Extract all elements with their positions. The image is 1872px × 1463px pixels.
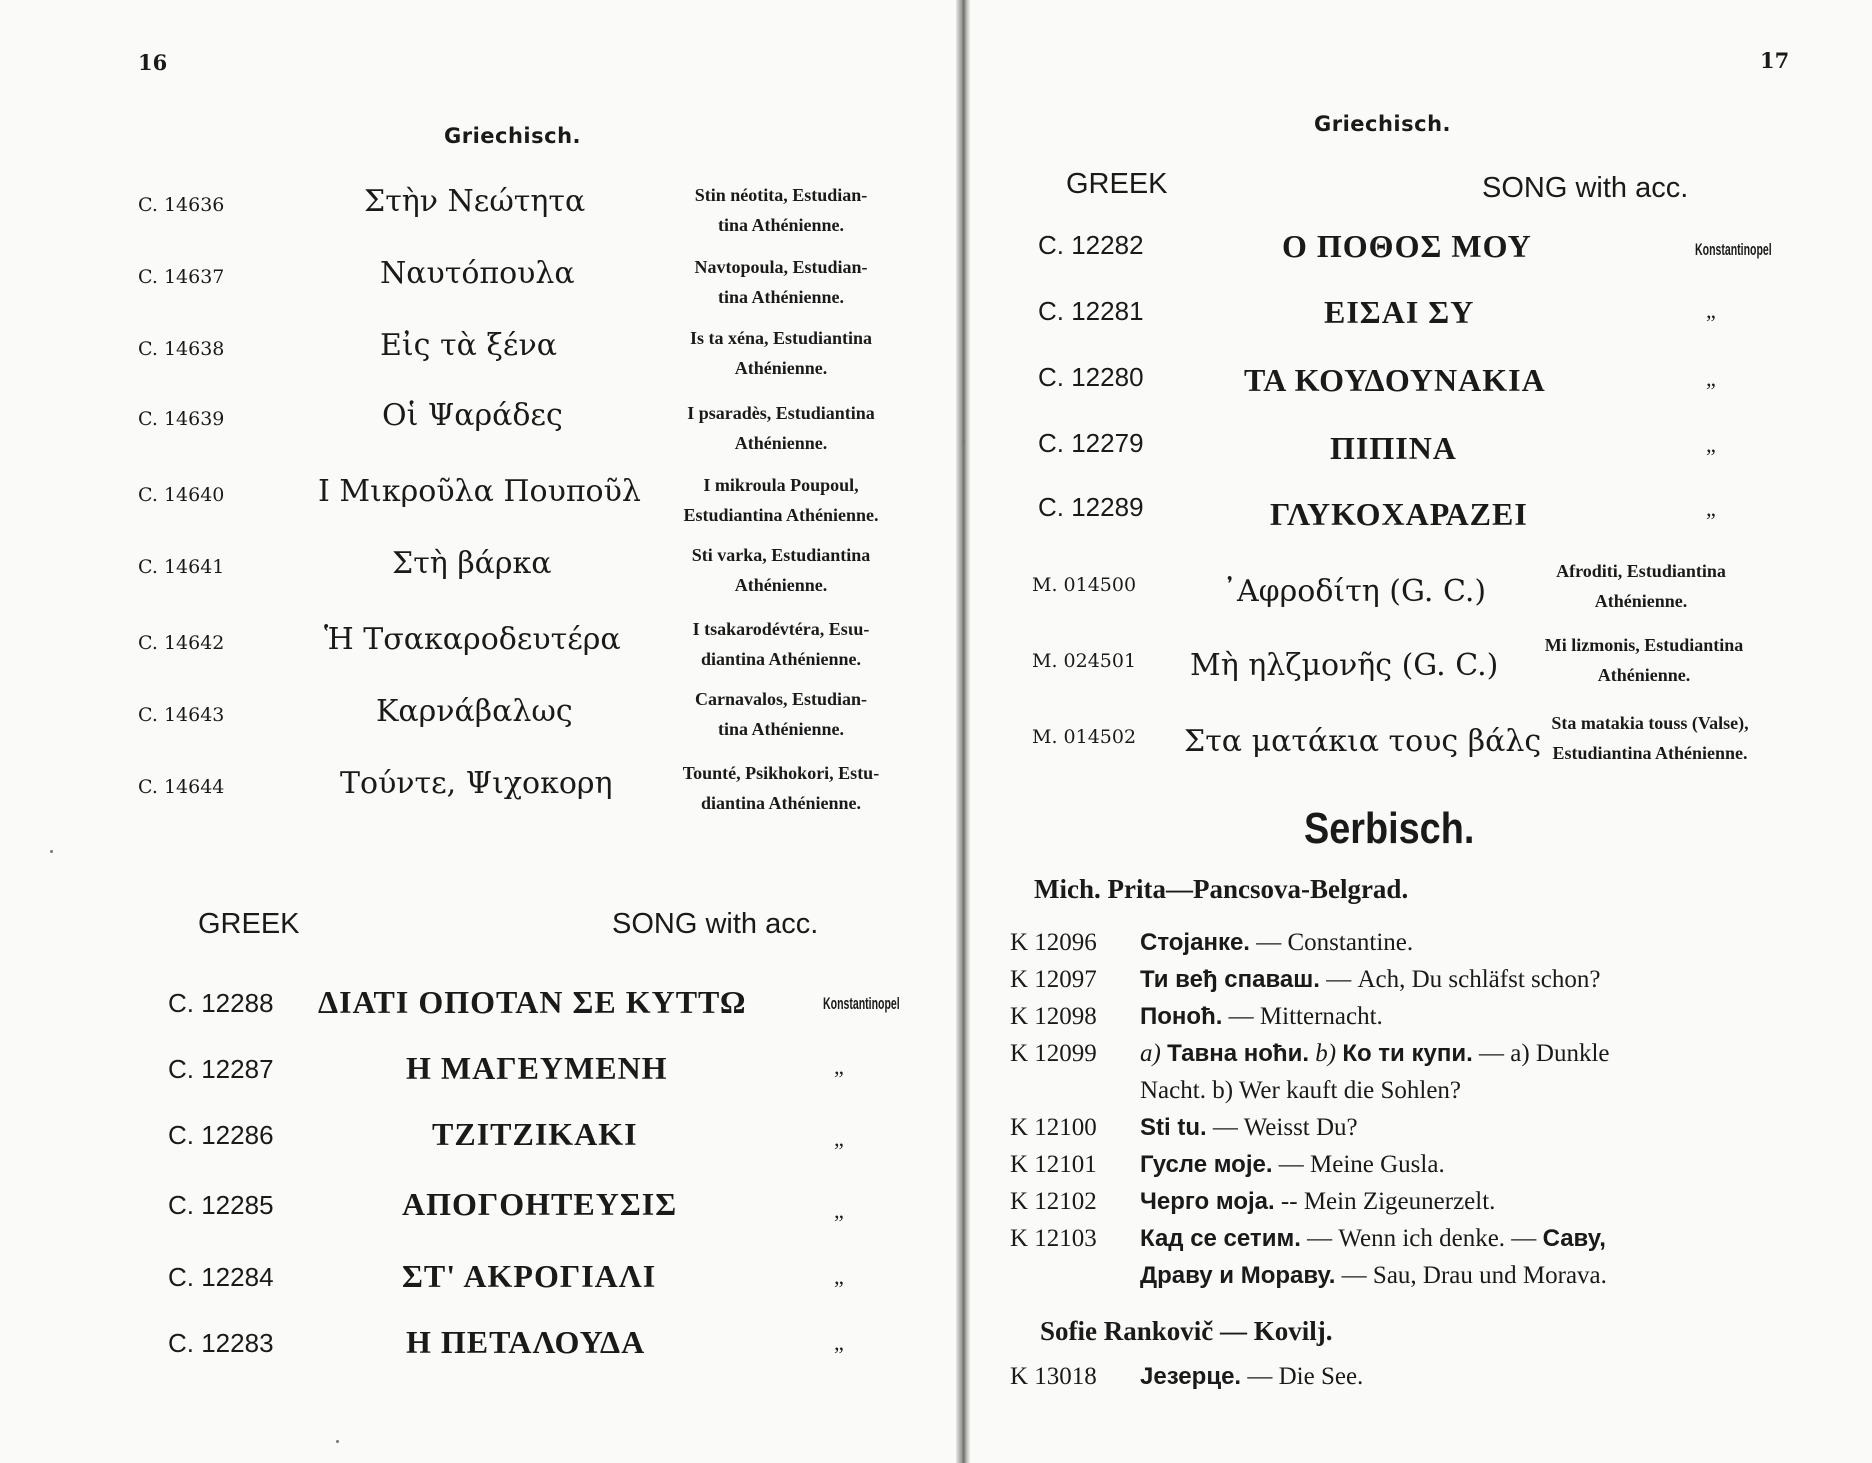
entry-title: Ι Μικροῦλα Πουποῦλ [318,474,641,509]
record-row: K 12100 Sti tu. — Weisst Du? [1010,1114,1358,1141]
entry-desc: Mi lizmonis, Estudiantina Athénienne. [1544,635,1744,685]
entry-title: Μὴ ηλζμονῆς (G. C.) [1190,648,1499,683]
serbian-section-title: Serbisch. [1304,804,1475,853]
entry-code: C. 14643 [138,704,225,726]
entry-title: Στα ματάκια τους βάλς [1184,724,1542,759]
song-title: ΓΛΥΚΟΧΑΡΑΖΕΙ [1270,496,1528,532]
song-origin-ditto: ” [1706,310,1716,335]
song-title: ΤΖΙΤΖΙΚΑΚΙ [432,1116,638,1152]
song-code: C. 12285 [168,1190,274,1220]
entry-desc: Navtopoula, Estudian- tina Athénienne. [694,257,868,307]
entry-desc: Carnavalos, Estudian- tina Athénienne. [694,689,868,739]
song-code: C. 12282 [1038,230,1144,260]
song-origin-ditto: ” [1706,444,1716,469]
record-row-continuation: Nacht. b) Wer kauft die Sohlen? [1140,1077,1462,1104]
song-code: C. 12286 [168,1120,274,1150]
record-row: K 12099 a) Тавна ноћи. b) Ко ти купи. — a) Dunkle [1010,1040,1610,1067]
entry-title: ᾿Αφροδίτη (G. C.) [1222,574,1487,609]
song-origin-ditto: ” [834,1210,844,1235]
entry-title: Καρνάβαλως [376,694,573,729]
section-heading-left: Griechisch. [444,124,582,148]
entry-title: Ἡ Τσακαροδευτέρα [324,622,621,657]
entry-title: Στὴ βάρκα [392,546,552,581]
entry-title: Στὴν Νεώτητα [364,184,586,219]
entry-code: C. 14641 [138,556,225,578]
song-code: C. 12279 [1038,428,1144,458]
page-number-left: 16 [138,50,168,75]
song-code: C. 12283 [168,1328,274,1358]
song-code: C. 12287 [168,1054,274,1084]
section-heading-right: Griechisch. [1314,112,1452,136]
entry-code: M. 024501 [1032,650,1137,672]
entry-desc: Stin néotita, Estudian- tina Athénienne. [694,185,868,235]
song-code: C. 12289 [1038,492,1144,522]
song-title: ΣΤ' ΑΚΡΟΓΙΑΛΙ [402,1258,657,1294]
greek-column-header: GREEK [1066,168,1168,200]
record-row: K 12096 Стојанке. — Constantine. [1010,929,1414,956]
song-title: Ο ΠΟΘΟΣ ΜΟΥ [1282,228,1532,264]
record-row: K 12097 Ти веђ спаваш. — Ach, Du schläfst schon? [1010,966,1601,993]
paper-speck [962,440,965,443]
artist-heading: Mich. Prita—Pancsova-Belgrad. [1034,874,1409,904]
song-title: Η ΠΕΤΑΛΟΥΔΑ [406,1324,646,1360]
entry-code: M. 014502 [1032,726,1137,748]
entry-code: C. 14639 [138,408,225,430]
entry-code: C. 14640 [138,484,225,506]
record-row-continuation: Драву и Мораву. — Sau, Drau und Morava. [1140,1262,1607,1289]
song-code: C. 12288 [168,988,274,1018]
entry-desc: Afroditi, Estudiantina Athénienne. [1556,561,1726,611]
song-code: C. 12281 [1038,296,1144,326]
song-column-header: SONG with acc. [612,908,819,940]
song-origin-ditto: ” [1706,378,1716,403]
record-row: K 12101 Гусле моје. — Meine Gusla. [1010,1151,1445,1178]
song-title: ΕΙΣΑΙ ΣΥ [1324,294,1475,330]
song-origin-ditto: ” [834,1342,844,1367]
song-code: C. 12284 [168,1262,274,1292]
entry-code: C. 14636 [138,194,225,216]
entry-code: C. 14638 [138,338,225,360]
entry-code: C. 14637 [138,266,225,288]
greek-column-header: GREEK [198,908,300,940]
song-title: ΑΠΟΓΟΗΤΕΥΣΙΣ [402,1186,678,1222]
song-title: ΔΙΑΤΙ ΟΠΟΤΑΝ ΣΕ ΚΥΤΤΩ [318,984,747,1020]
song-origin-ditto: ” [834,1138,844,1163]
song-origin-ditto: ” [1706,508,1716,533]
entry-title: Τούντε, Ψιχοκορη [340,766,613,801]
entry-code: C. 14644 [138,776,225,798]
record-row: K 12098 Поноћ. — Mitternacht. [1010,1003,1383,1030]
entry-title: Οἱ Ψαράδες [382,398,563,433]
paper-speck [336,1440,339,1443]
entry-desc: I mikroula Poupoul, Estudiantina Athénienne. [683,475,879,525]
song-title: Η ΜΑΓΕΥΜΕΝΗ [406,1050,668,1086]
entry-title: Εἰς τὰ ξένα [380,328,557,363]
song-origin-ditto: ” [834,1066,844,1091]
song-title: ΤΑ ΚΟΥΔΟΥΝΑΚΙΑ [1244,362,1546,398]
record-row: K 12102 Черго моја. -- Mein Zigeunerzelt. [1010,1188,1496,1215]
entry-desc: Sti varka, Estudiantina Athénienne. [691,545,871,595]
entry-code: C. 14642 [138,632,225,654]
entry-desc: Sta matakia touss (Valse), Estudiantina Athénienne. [1551,713,1749,763]
song-title: ΠΙΠΙΝΑ [1330,430,1457,466]
entry-desc: I psaradès, Estudiantina Athénienne. [687,403,875,453]
song-origin: Konstantinopel [823,994,900,1013]
artist-heading: Sofie Rankovič — Kovilj. [1040,1316,1333,1346]
record-row: K 13018 Језерце. — Die See. [1010,1363,1364,1390]
song-code: C. 12280 [1038,362,1144,392]
paper-speck [50,850,53,853]
song-column-header: SONG with acc. [1482,172,1689,204]
song-origin-ditto: ” [834,1276,844,1301]
book-gutter [956,0,970,1463]
entry-title: Ναυτόπουλα [380,256,575,291]
entry-desc: Tounté, Psikhokori, Estu- diantina Athénienne. [682,763,880,813]
song-origin: Konstantinopel [1695,240,1772,259]
page-number-right: 17 [1760,48,1790,73]
entry-desc: Is ta xéna, Estudiantina Athénienne. [689,328,873,378]
entry-desc: I tsakarodévtéra, Esιu- diantina Athénienne. [692,619,870,669]
record-row: K 12103 Кад се сетим. — Wenn ich denke. — Саву, [1010,1225,1606,1252]
entry-code: M. 014500 [1032,574,1137,596]
